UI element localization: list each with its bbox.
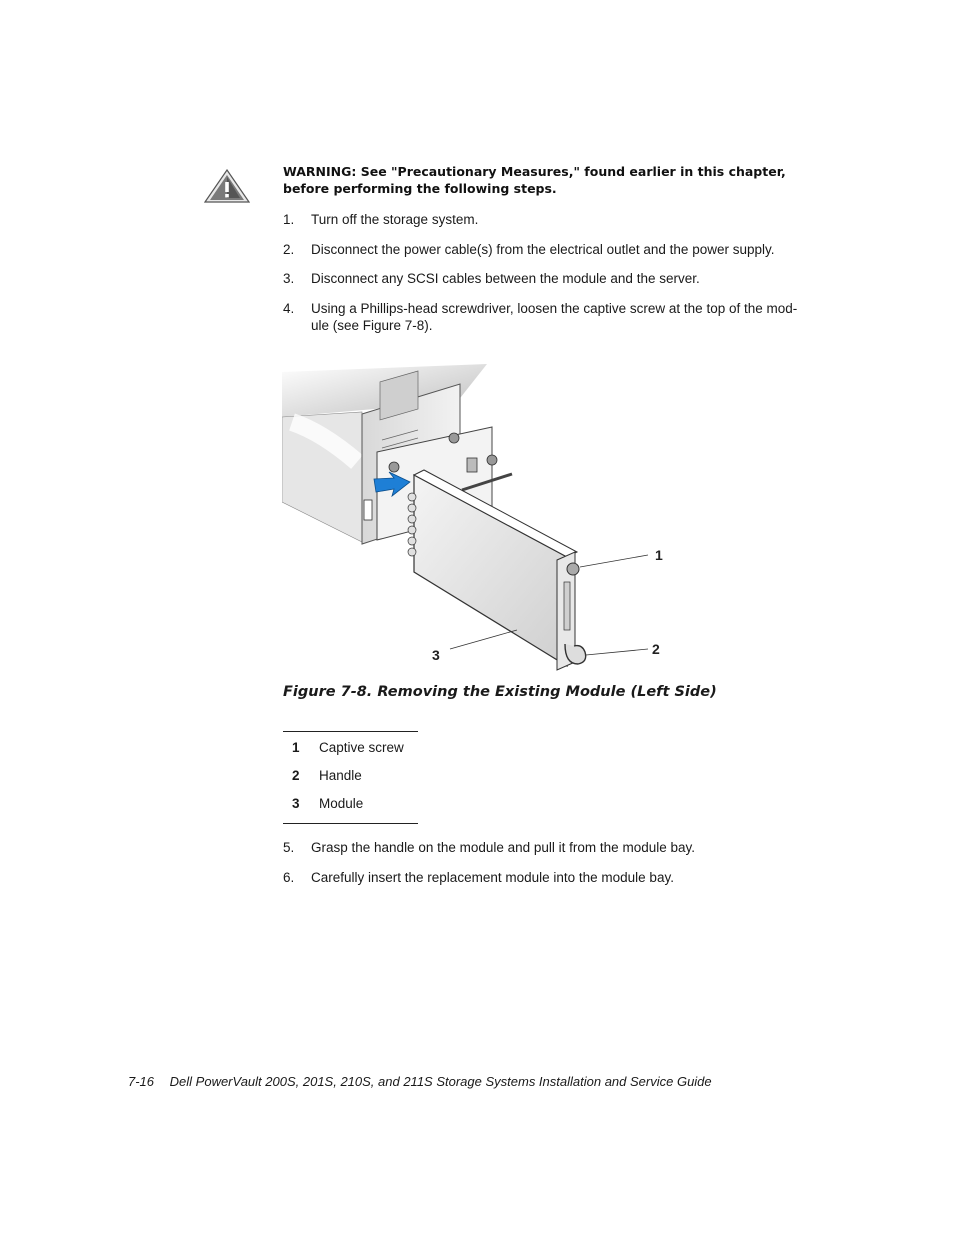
module-removal-illustration — [282, 362, 672, 672]
callout-2: 2 — [652, 641, 660, 657]
step-text: Turn off the storage system. — [311, 212, 479, 227]
step-text: Disconnect any SCSI cables between the module and the server. — [311, 271, 700, 286]
legend-number: 3 — [292, 796, 300, 811]
step-number: 2. — [283, 242, 295, 257]
callout-3: 3 — [432, 647, 440, 663]
step-number: 6. — [283, 870, 295, 885]
legend-label: Module — [319, 796, 364, 811]
step-text: Grasp the handle on the module and pull it from the module bay. — [311, 840, 695, 855]
step-number: 3. — [283, 271, 295, 286]
step-text-line-2: ule (see Figure 7-8). — [311, 318, 433, 333]
legend-row — [283, 791, 418, 819]
legend-label: Handle — [319, 768, 362, 783]
step-text-line-1: Using a Phillips-head screwdriver, loosen the captive screw at the top of the mod- — [311, 301, 798, 316]
step-text: Disconnect the power cable(s) from the electrical outlet and the power supply. — [311, 242, 775, 257]
step-text: Carefully insert the replacement module into the module bay. — [311, 870, 674, 885]
figure-caption: Figure 7-8. Removing the Existing Module (Left Side) — [283, 684, 717, 700]
legend-number: 2 — [292, 768, 300, 783]
document-title: Dell PowerVault 200S, 201S, 210S, and 211S Storage Systems Installation and Service Guide — [169, 1074, 712, 1089]
callout-1: 1 — [655, 547, 663, 563]
step-number: 1. — [283, 212, 295, 227]
figure-legend — [283, 731, 418, 824]
step-number: 5. — [283, 840, 295, 855]
page-number: 7-16 — [128, 1074, 155, 1089]
step-text — [311, 300, 821, 334]
warning-line-1: WARNING: See "Precautionary Measures," found earlier in this chapter, — [283, 164, 786, 179]
legend-number: 1 — [292, 740, 300, 755]
warning-line-2: before performing the following steps. — [283, 181, 557, 196]
legend-label: Captive screw — [319, 740, 404, 755]
warning-text — [283, 163, 823, 197]
warning-icon — [204, 169, 250, 203]
step-number: 4. — [283, 301, 295, 316]
page-footer — [128, 1074, 848, 1089]
legend-row — [283, 763, 418, 791]
legend-row — [283, 735, 418, 763]
captive-screw — [567, 563, 579, 575]
